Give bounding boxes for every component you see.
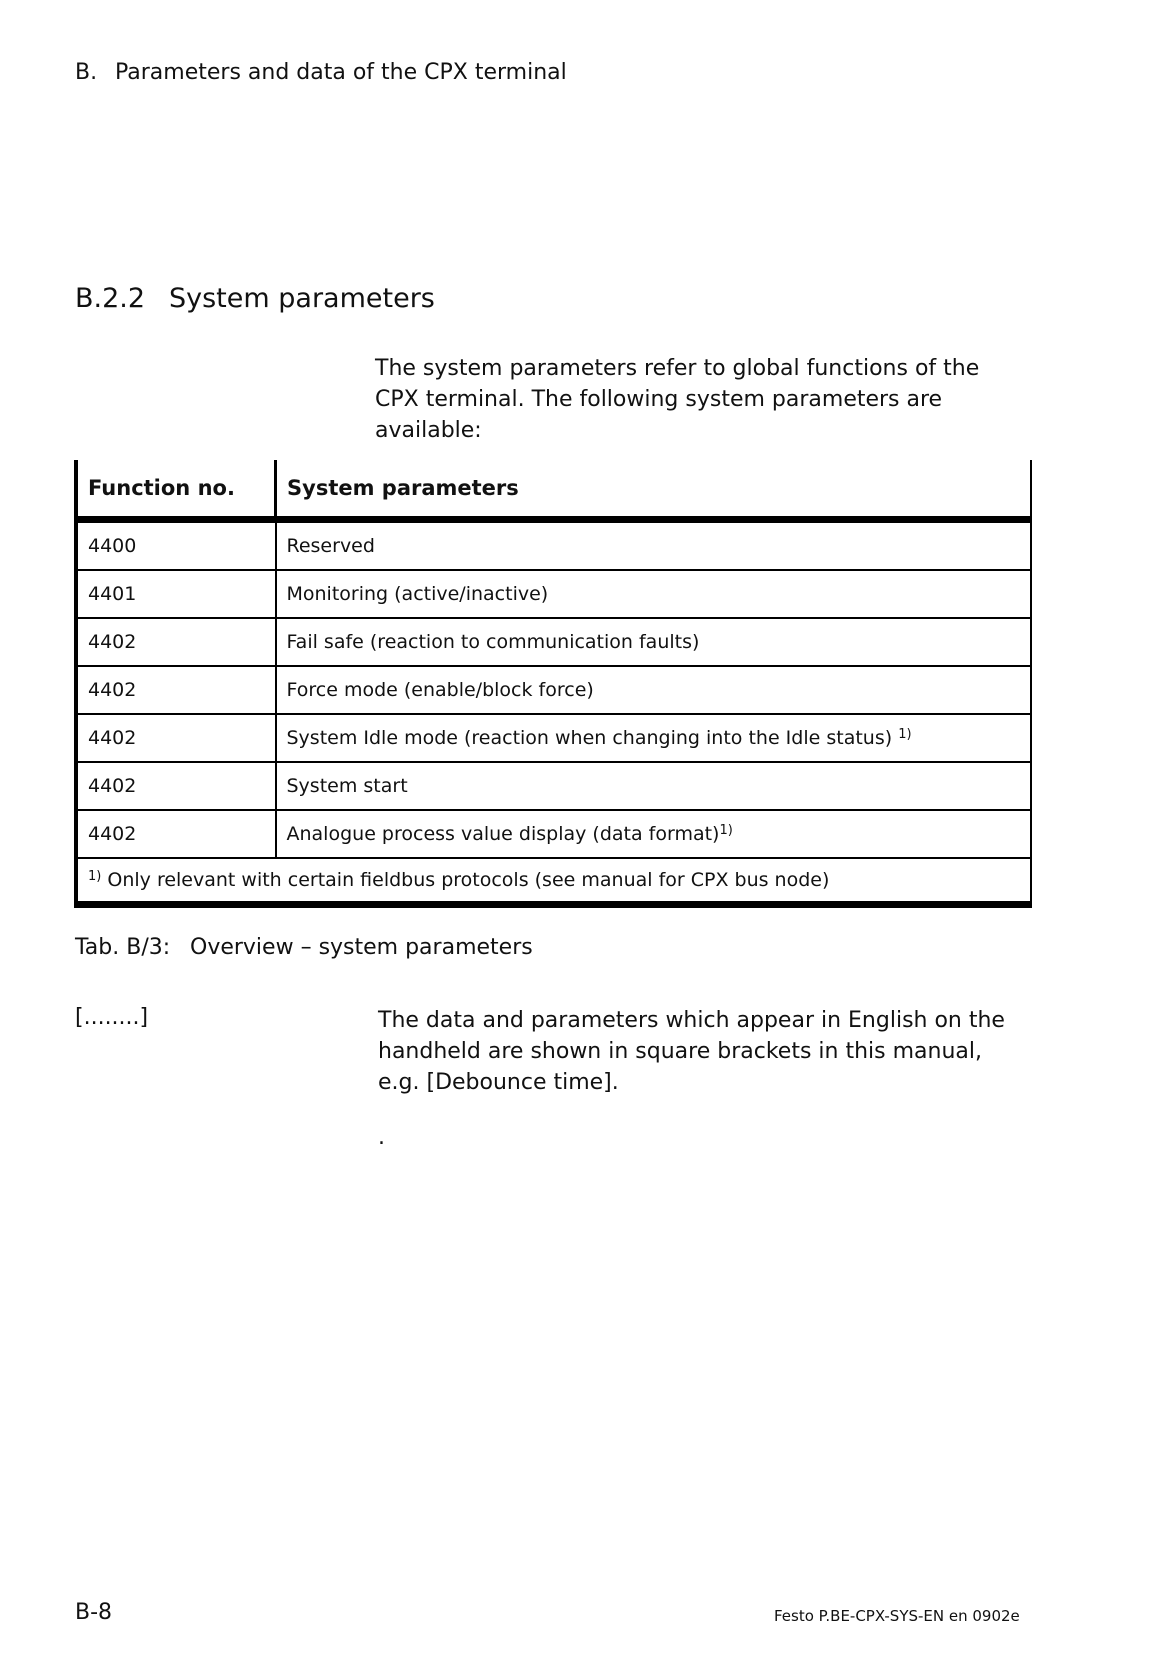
table-row: [76, 810, 1031, 858]
table-row: [76, 520, 1031, 571]
intro-paragraph: The system parameters refer to global functions of the CPX terminal. The following system parameters are available:: [375, 356, 980, 443]
function-no-cell: 4402: [76, 810, 276, 858]
table-row: [76, 762, 1031, 810]
table-row: [76, 570, 1031, 618]
header-system-parameters: System parameters: [276, 460, 1032, 520]
footnote-mark: 1): [88, 869, 102, 884]
bracket-symbol: [........]: [75, 1005, 149, 1030]
parameter-cell: [276, 570, 1032, 618]
parameter-text: Force mode (enable/block force): [286, 679, 594, 701]
header-function-no: Function no.: [76, 460, 276, 520]
table-footnote-row: [76, 858, 1031, 905]
function-no-cell: 4401: [76, 570, 276, 618]
footnote-ref: 1): [719, 823, 733, 838]
parameter-cell: [276, 714, 1032, 762]
table-row: [76, 666, 1031, 714]
parameter-cell: [276, 762, 1032, 810]
table-footnote: [76, 858, 1031, 905]
parameter-text: Fail safe (reaction to communication faults): [286, 631, 700, 653]
section-heading: [75, 283, 435, 314]
table-caption: [75, 935, 533, 960]
table-header-row: [76, 460, 1031, 520]
parameter-cell: [276, 666, 1032, 714]
function-no-cell: 4402: [76, 618, 276, 666]
function-no-cell: 4402: [76, 762, 276, 810]
table-row: [76, 714, 1031, 762]
system-parameters-table: [74, 460, 1032, 908]
table-row: [76, 618, 1031, 666]
section-title: System parameters: [169, 283, 435, 314]
footnote-ref: 1): [898, 727, 912, 742]
parameter-text: Monitoring (active/inactive): [286, 583, 549, 605]
running-head: [75, 60, 567, 85]
document-id: Festo P.BE-CPX-SYS-EN en 0902e: [774, 1607, 1020, 1625]
parameter-cell: [276, 520, 1032, 571]
parameter-cell: [276, 810, 1032, 858]
footnote-text: Only relevant with certain fieldbus protocols (see manual for CPX bus node): [101, 869, 830, 891]
caption-label: Tab. B/3:: [75, 935, 171, 960]
parameter-cell: [276, 618, 1032, 666]
function-no-cell: 4402: [76, 714, 276, 762]
function-no-cell: 4400: [76, 520, 276, 571]
page-number: B-8: [75, 1600, 113, 1625]
stray-dot: .: [378, 1125, 385, 1150]
running-head-title: Parameters and data of the CPX terminal: [115, 60, 567, 85]
parameter-text: Reserved: [286, 535, 375, 557]
function-no-cell: 4402: [76, 666, 276, 714]
parameter-text: System Idle mode (reaction when changing into the Idle status): [286, 727, 899, 749]
caption-text: Overview – system parameters: [190, 935, 533, 960]
bracket-note: The data and parameters which appear in English on the handheld are shown in square brackets in this manual, e.g. [Debounce time].: [378, 1008, 1005, 1095]
running-head-number: B.: [75, 60, 98, 85]
parameter-text: System start: [286, 775, 408, 797]
section-number: B.2.2: [75, 283, 146, 314]
parameter-text: Analogue process value display (data format): [286, 823, 720, 845]
